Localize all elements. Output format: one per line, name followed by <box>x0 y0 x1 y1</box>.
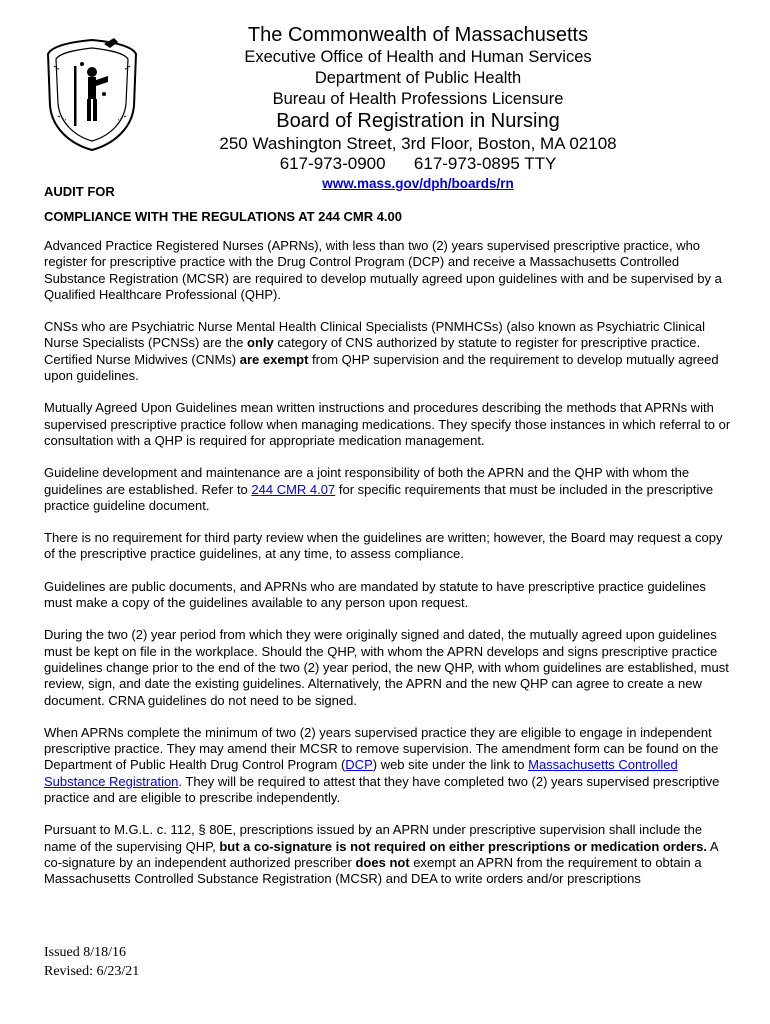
paragraph-9-text-e: exempt an APRN from the requirement to obtain a Massachusetts Controlled Substance Registration (MCSR) and DEA to write orders and/or prescriptions <box>44 854 702 887</box>
paragraph-2-text-e: from QHP supervision and the requirement to develop mutually agreed upon guidelines. <box>44 351 719 384</box>
paragraph-8-text-a: When APRNs complete the minimum of two (2) years supervised practice they are eligible to engage in independent prescriptive practice. They may amend their MCSR to remove supervision. The amendment form can be found on the Department of Public Health Drug Control Program ( <box>44 724 719 773</box>
paragraph-9-bold-cosignature: but a co-signature is not required on either prescriptions or medication orders. <box>219 838 707 854</box>
paragraph-4-text-b: for specific requirements that must be included in the prescriptive practice guideline document. <box>44 481 714 513</box>
paragraph-5: There is no requirement for third party review when the guidelines are written; however, the Board may request a copy of the prescriptive practice guidelines, at any time, to assess compliance. <box>44 530 723 562</box>
paragraph-4 <box>44 465 734 514</box>
paragraph-8-text-b: ) web site under the link to <box>372 757 529 773</box>
header-phones <box>200 154 636 174</box>
header-board: Board of Registration in Nursing <box>276 110 560 132</box>
paragraph-8-text-c: . They will be required to attest that they have completed two (2) years supervised prescriptive practice and are eligible to prescribe independently. <box>44 773 720 806</box>
website-link[interactable]: www.mass.gov/dph/boards/rn <box>322 176 514 191</box>
title-audit: AUDIT FOR <box>44 184 115 199</box>
footer-revised: Revised: 6/23/21 <box>44 964 140 979</box>
paragraph-7: During the two (2) year period from which they were originally signed and dated, the mutually agreed upon guidelines must be kept on file in the workplace. Should the QHP, with whom the APRN develops and signs prescriptive practice guidelines change prior to the end of the two (2) year period, the new QHP, with whom guidelines are established, must review, sign, and date the existing guidelines. Alternatively, the APRN and the new QHP can agree to create a new document. CRNA guidelines do not need to be signed. <box>44 627 729 708</box>
paragraph-2-bold-exempt: are exempt <box>239 351 309 367</box>
footer-dates <box>44 943 139 981</box>
paragraph-9-bold-does-not: does not <box>355 854 410 870</box>
paragraph-8 <box>44 725 734 806</box>
paragraph-6: Guidelines are public documents, and APRNs who are mandated by statute to have prescriptive practice guidelines must make a copy of the guidelines available to any person upon request. <box>44 578 706 611</box>
document-body <box>44 238 734 904</box>
header-tty: 617-973-0895 TTY <box>413 154 557 173</box>
paragraph-2 <box>44 319 734 384</box>
mcsr-link[interactable]: Massachusetts Controlled Substance Registration <box>44 757 678 789</box>
paragraph-1: Advanced Practice Registered Nurses (APRNs), with less than two (2) years supervised prescriptive practice, who register for prescriptive practice with the Drug Control Program (DCP) and receive a Massachusetts Controlled Substance Registration (MCSR) are required to develop mutually agreed upon guidelines with and be supervised by a Qualified Healthcare Professional (QHP). <box>44 238 722 302</box>
paragraph-9 <box>44 822 734 887</box>
paragraph-2-text-a: CNSs who are Psychiatric Nurse Mental Health Clinical Specialists (PNMHCSs) (also known as Psychiatric Clinical Nurse Specialists (PCNSs) are the <box>44 319 706 351</box>
dcp-link[interactable]: DCP <box>345 757 373 773</box>
header-executive-office: Executive Office of Health and Human Services <box>244 48 592 66</box>
paragraph-2-text-c: category of CNS authorized by statute to register for prescriptive practice. Certified Nurse Midwives (CNMs) <box>44 335 701 367</box>
paragraph-9-text-a: Pursuant to M.G.L. c. 112, § 80E, prescriptions issued by an APRN under prescriptive supervision shall include the name of the supervising QHP, <box>44 822 703 854</box>
massachusetts-seal-icon <box>44 36 140 152</box>
cmr-4-07-link[interactable]: 244 CMR 4.07 <box>251 481 336 497</box>
title-compliance: COMPLIANCE WITH THE REGULATIONS AT 244 CMR 4.00 <box>44 209 403 224</box>
paragraph-3: Mutually Agreed Upon Guidelines mean written instructions and procedures describing the methods that APRNs with supervised prescriptive practice follow when managing medications. They specify those instances in which referral to or consultation with a QHP is required for appropriate medication management. <box>44 400 731 448</box>
header-bureau: Bureau of Health Professions Licensure <box>272 90 564 108</box>
header-phone: 617-973-0900 <box>279 154 386 173</box>
paragraph-9-text-c: A co-signature by an independent authorized prescriber <box>44 838 718 870</box>
header-address: 250 Washington Street, 3rd Floor, Boston, MA 02108 <box>219 134 617 153</box>
paragraph-2-bold-only: only <box>247 335 274 351</box>
paragraph-4-text-a: Guideline development and maintenance are a joint responsibility of both the APRN and the QHP with whom the guidelines are established. Refer to <box>44 465 690 497</box>
footer-issued: Issued 8/18/16 <box>44 945 127 960</box>
header-department: Department of Public Health <box>314 69 522 87</box>
header-commonwealth: The Commonwealth of Massachusetts <box>247 24 589 46</box>
header-website-row <box>200 176 636 191</box>
